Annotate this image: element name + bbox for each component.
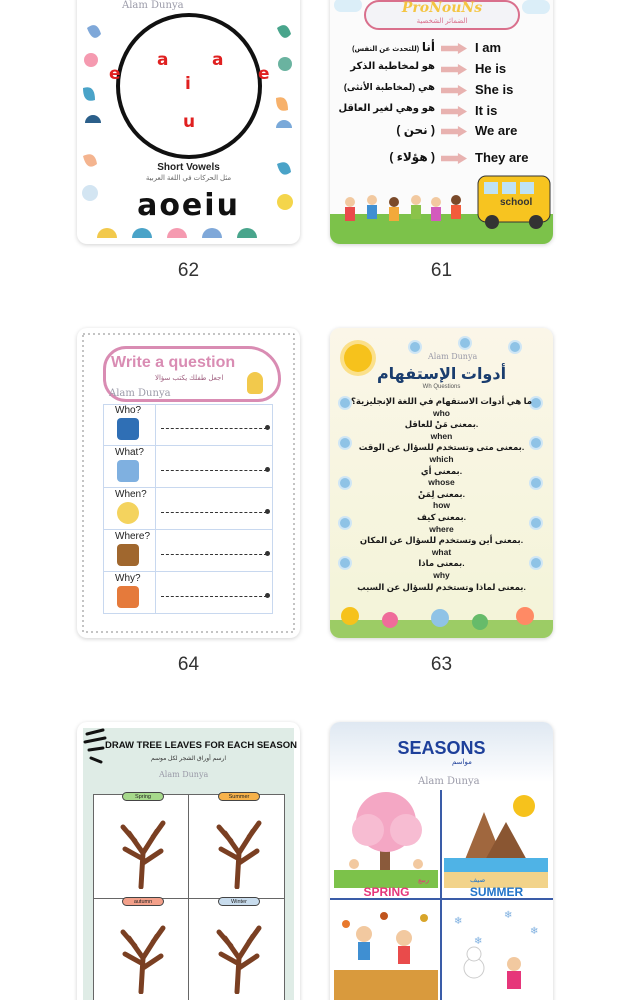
card-title: Write a question bbox=[111, 354, 236, 371]
summer-label-ar: صيف bbox=[470, 877, 486, 884]
wh-word: which bbox=[429, 454, 454, 464]
pronoun-ar: ( هؤلاء ) bbox=[389, 150, 435, 164]
wh-line-ar: بمعنى أين وتستخدم للسؤال عن المكان. bbox=[359, 535, 524, 546]
cloud-decoration bbox=[334, 0, 362, 12]
summer-illustration bbox=[444, 792, 548, 888]
pronoun-en: I am bbox=[475, 40, 502, 55]
tree-grid-divider-v bbox=[188, 794, 189, 1000]
arrow-icon bbox=[441, 43, 467, 54]
spring-label-ar: ربيع bbox=[418, 877, 430, 884]
question-word: What? bbox=[115, 447, 144, 458]
card-title: DRAW TREE LEAVES FOR EACH SEASON bbox=[105, 740, 297, 751]
season-divider-v bbox=[440, 790, 442, 1000]
pronoun-ar: هو لمخاطبة الذكر bbox=[350, 61, 435, 72]
card-subtitle-ar: مواسم bbox=[452, 759, 472, 766]
watermark: Alam Dunya bbox=[122, 0, 184, 11]
card-title: Short Vowels bbox=[157, 162, 220, 173]
season-label: Winter bbox=[218, 897, 260, 906]
signpost-icon bbox=[117, 544, 139, 566]
vowel-i: i bbox=[185, 74, 191, 94]
pronoun-en: He is bbox=[475, 61, 507, 76]
pronoun-en: They are bbox=[475, 150, 529, 165]
person-question-icon bbox=[117, 418, 139, 440]
girl-illustration bbox=[247, 372, 263, 394]
card-title-ar: أدوات الإستفهام bbox=[376, 366, 507, 383]
worksheet-card-62[interactable] bbox=[77, 0, 300, 244]
arrow-icon bbox=[441, 126, 467, 137]
cloud-decoration bbox=[522, 0, 550, 14]
worksheet-card-seasons[interactable] bbox=[330, 722, 553, 1000]
answer-line[interactable] bbox=[161, 554, 267, 555]
spring-label: SPRING bbox=[363, 885, 410, 899]
svg-text:❄: ❄ bbox=[530, 926, 539, 937]
card-subtitle: Wh Questions bbox=[422, 384, 461, 390]
watermark: Alam Dunya bbox=[109, 388, 171, 399]
tree-cell-summer[interactable] bbox=[199, 789, 280, 893]
pronoun-row bbox=[330, 61, 553, 81]
question-row-when[interactable] bbox=[103, 488, 273, 530]
answer-line[interactable] bbox=[161, 470, 267, 471]
svg-text:❄: ❄ bbox=[474, 936, 483, 947]
pronoun-en: It is bbox=[475, 103, 498, 118]
line-end-dot bbox=[265, 551, 270, 556]
arrow-icon bbox=[441, 64, 467, 75]
flower-icon bbox=[410, 342, 420, 352]
bare-tree-icon bbox=[113, 809, 173, 889]
page-number-64: 64 bbox=[177, 654, 200, 675]
card-subtitle-ar: مثل الحركات في اللغة العربية bbox=[145, 175, 232, 182]
question-row-where[interactable] bbox=[103, 530, 273, 572]
pronoun-ar: ( نحن ) bbox=[396, 123, 435, 137]
vowel-e-left: e bbox=[109, 64, 121, 84]
arrow-icon bbox=[441, 106, 467, 117]
vowel-letters-row: aoeiu bbox=[137, 188, 240, 223]
pronoun-ar: هو وهي لغير العاقل bbox=[338, 103, 435, 114]
question-word: Who? bbox=[115, 405, 142, 416]
line-end-dot bbox=[265, 467, 270, 472]
pronoun-ar: (للتحدث عن النفس) أنا bbox=[352, 40, 435, 54]
card-subtitle-ar: الضمائر الشخصية bbox=[416, 18, 468, 25]
wh-line-ar: بمعنى متى وتستخدم للسؤال عن الوقت. bbox=[358, 442, 525, 453]
flower-icon bbox=[460, 338, 470, 348]
tree-cell-winter[interactable] bbox=[199, 894, 280, 998]
spring-illustration bbox=[334, 792, 438, 888]
tree-cell-spring[interactable] bbox=[103, 789, 184, 893]
line-end-dot bbox=[265, 509, 270, 514]
summer-label: SUMMER bbox=[469, 885, 524, 899]
pronoun-en: She is bbox=[475, 82, 514, 97]
vowel-u: u bbox=[183, 112, 196, 132]
wh-word: how bbox=[433, 500, 450, 511]
pronoun-row bbox=[330, 123, 553, 143]
wh-line-ar: بمعنى لِمَنْ. bbox=[417, 488, 466, 499]
page-number-61: 61 bbox=[430, 260, 453, 281]
answer-line[interactable] bbox=[161, 512, 267, 513]
season-label: autumn bbox=[122, 897, 164, 906]
garden-illustration bbox=[330, 598, 553, 638]
bare-tree-icon bbox=[209, 809, 269, 889]
question-word: Where? bbox=[115, 531, 151, 542]
winter-illustration bbox=[444, 904, 548, 1000]
svg-text:❄: ❄ bbox=[504, 910, 513, 921]
pronoun-row bbox=[330, 40, 553, 60]
season-label: Summer bbox=[218, 792, 260, 801]
wh-line-ar: بمعنى لماذا وتستخدم للسؤال عن السبب. bbox=[357, 581, 526, 592]
wh-word: what bbox=[431, 546, 452, 557]
watermark: Alam Dunya bbox=[418, 776, 480, 787]
wh-line-ar: بمعنى مَنْ للعاقل. bbox=[404, 419, 479, 430]
pronoun-row bbox=[330, 150, 553, 170]
pronoun-row bbox=[330, 103, 553, 123]
worksheet-card-tree-leaves[interactable] bbox=[77, 722, 300, 1000]
wh-word: why bbox=[433, 570, 450, 580]
vowel-e-right: e bbox=[258, 64, 270, 84]
svg-text:❄: ❄ bbox=[454, 916, 463, 927]
season-label: Spring bbox=[122, 792, 164, 801]
bare-tree-icon bbox=[209, 914, 269, 994]
wh-line-ar: ما هي أدوات الاستفهام في اللغة الإنجليزية؟ bbox=[350, 396, 533, 406]
arrow-icon bbox=[441, 85, 467, 96]
watermark: Alam Dunya bbox=[159, 770, 209, 779]
vowel-a-left: a bbox=[157, 50, 169, 70]
card-title: ProNouNs bbox=[401, 0, 483, 16]
wh-line-ar: بمعنى ماذا. bbox=[418, 558, 465, 569]
worksheet-card-61[interactable] bbox=[330, 0, 553, 244]
question-row-why[interactable] bbox=[103, 572, 273, 614]
question-word: When? bbox=[115, 489, 147, 500]
page-number-62: 62 bbox=[177, 260, 200, 281]
wh-word: who bbox=[433, 407, 450, 418]
watermark: Alam Dunya bbox=[428, 352, 478, 361]
answer-line[interactable] bbox=[161, 428, 267, 429]
worksheet-card-63[interactable] bbox=[330, 328, 553, 638]
page-number-63: 63 bbox=[430, 654, 453, 675]
question-row-what[interactable] bbox=[103, 446, 273, 488]
card-subtitle-ar: اجعل طفلك يكتب سؤالا bbox=[155, 375, 224, 382]
wh-word: whose bbox=[428, 477, 455, 488]
tree-cell-autumn[interactable] bbox=[103, 894, 184, 998]
worksheet-card-64[interactable] bbox=[77, 328, 300, 638]
pronoun-row bbox=[330, 82, 553, 102]
question-row-who[interactable] bbox=[103, 404, 273, 446]
line-end-dot bbox=[265, 593, 270, 598]
question-word: Why? bbox=[115, 573, 141, 584]
clock-icon bbox=[117, 502, 139, 524]
answer-line[interactable] bbox=[161, 596, 267, 597]
card-title: SEASONS bbox=[397, 738, 486, 758]
pronoun-en: We are bbox=[475, 123, 518, 138]
autumn-illustration bbox=[334, 904, 438, 1000]
question-mark-person-icon bbox=[117, 586, 139, 608]
wh-word: where bbox=[429, 523, 454, 534]
flower-icon bbox=[510, 342, 520, 352]
wh-line-ar: بمعنى كيف. bbox=[416, 512, 467, 522]
pronoun-ar: (لمخاطبة الأنثى) هي bbox=[343, 82, 435, 93]
bus-label: school bbox=[500, 197, 533, 208]
wh-word: when bbox=[430, 430, 453, 441]
kids-school-bus-illustration bbox=[330, 174, 553, 244]
line-end-dot bbox=[265, 425, 270, 430]
thinking-person-icon bbox=[117, 460, 139, 482]
wh-line-ar: بمعنى أي. bbox=[420, 465, 463, 476]
arrow-icon bbox=[441, 153, 467, 164]
card-subtitle-ar: ارسم أوراق الشجر لكل موسم bbox=[150, 756, 227, 762]
bare-tree-icon bbox=[113, 914, 173, 994]
vowel-a-right: a bbox=[212, 50, 224, 70]
